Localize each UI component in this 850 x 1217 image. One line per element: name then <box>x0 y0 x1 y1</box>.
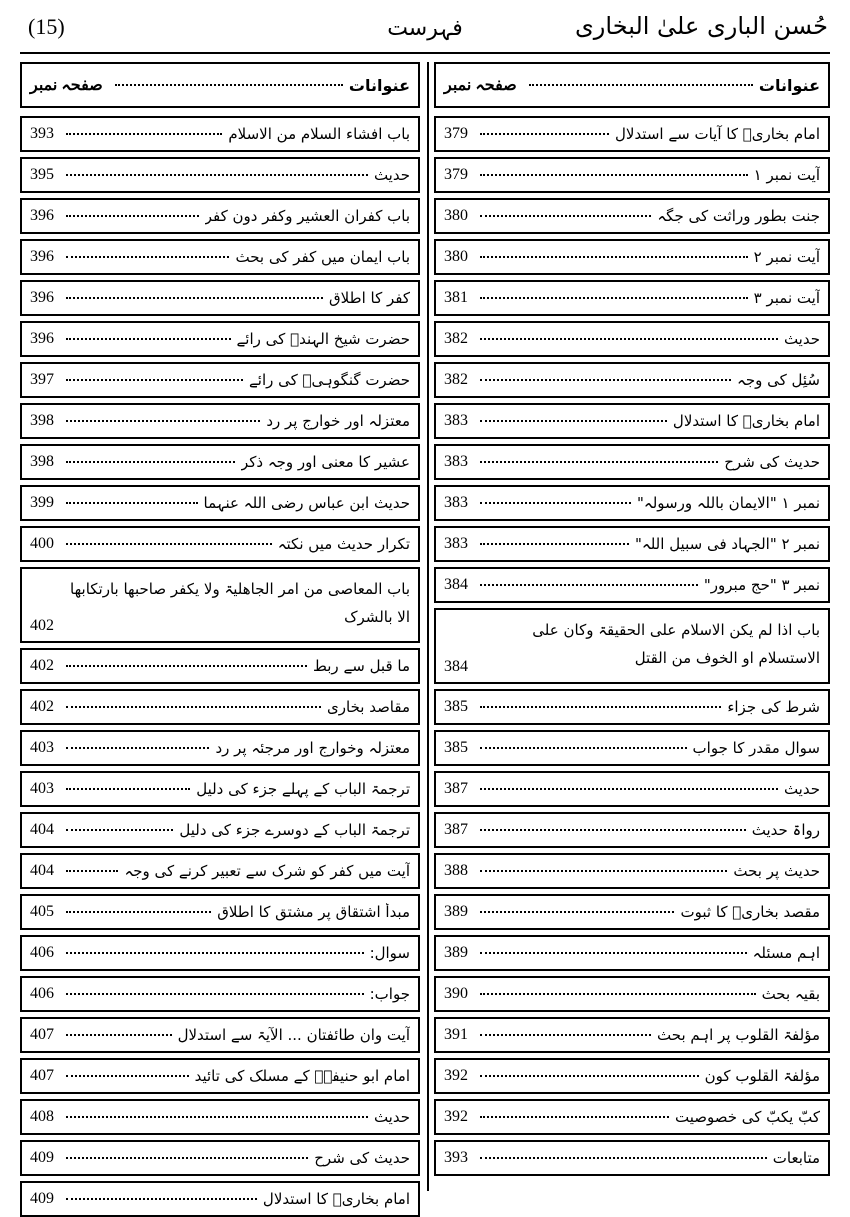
toc-entry-page: 393 <box>444 1149 468 1166</box>
toc-entry-page: 383 <box>444 494 468 511</box>
header-page: صفحہ نمبر <box>444 77 517 94</box>
toc-entry-page: 392 <box>444 1108 468 1125</box>
toc-entry <box>20 157 420 193</box>
toc-entry-title: امام بخاریؒ کا استدلال <box>262 1190 410 1208</box>
toc-entry <box>434 157 830 193</box>
toc-entry <box>20 853 420 889</box>
toc-entry-page: 385 <box>444 698 468 715</box>
toc-entry-title: حدیث کی شرح <box>314 1149 410 1167</box>
toc-entry <box>20 198 420 234</box>
dot-leader <box>480 297 748 299</box>
dot-leader <box>66 1034 172 1036</box>
toc-entry-title: حدیث <box>373 166 410 184</box>
toc-entry-page: 403 <box>30 780 54 797</box>
toc-left-column <box>20 62 420 1208</box>
toc-entry <box>20 116 420 152</box>
toc-entry-page: 387 <box>444 821 468 838</box>
toc-entry-page: 381 <box>444 289 468 306</box>
toc-entry-title: آیت نمبر ۳ <box>753 289 820 307</box>
toc-entry <box>20 485 420 521</box>
dot-leader <box>480 1034 651 1036</box>
toc-entry-page: 398 <box>30 412 54 429</box>
dot-leader <box>66 1116 368 1118</box>
toc-entry-page: 406 <box>30 985 54 1002</box>
dot-leader <box>66 829 173 831</box>
toc-entry <box>20 444 420 480</box>
toc-entry-title: آیت وان طائفتان ... الآیۃ سے استدلال <box>177 1026 410 1044</box>
toc-entry <box>20 771 420 807</box>
toc-entry <box>434 771 830 807</box>
dot-leader <box>66 133 222 135</box>
toc-entry-page: 382 <box>444 330 468 347</box>
toc-entry <box>434 853 830 889</box>
toc-entry-title: شرط کی جزاء <box>727 698 820 716</box>
toc-entry <box>434 1140 830 1176</box>
toc-entry <box>434 894 830 930</box>
dot-leader <box>480 993 756 995</box>
toc-entry <box>434 730 830 766</box>
dot-leader <box>66 174 368 176</box>
toc-entry-title: جنت بطور وراثت کی جگہ <box>657 207 820 225</box>
toc-entry-title: حدیث ابن عباس رضی اللہ عنہما <box>203 494 410 512</box>
toc-entry-page: 404 <box>30 862 54 879</box>
dot-leader <box>66 952 364 954</box>
toc-entry-title: حدیث <box>373 1108 410 1126</box>
toc-entry <box>20 894 420 930</box>
dot-leader <box>529 84 753 86</box>
toc-entry-title: رواۃ حدیث <box>751 821 820 839</box>
toc-entry-page: 392 <box>444 1067 468 1084</box>
dot-leader <box>480 133 609 135</box>
dot-leader <box>66 747 209 749</box>
toc-entry-title: حدیث <box>783 780 820 798</box>
toc-entry-title: آیت نمبر ۱ <box>753 166 820 184</box>
toc-entry <box>20 239 420 275</box>
toc-entry-title: باب المعاصی من امر الجاھلیۃ ولا یکفر صاحبھا بارتکابھا الا بالشرک <box>70 580 410 626</box>
header-topic: عنوانات <box>348 75 410 95</box>
toc-entry <box>434 976 830 1012</box>
toc-entry-page: 400 <box>30 535 54 552</box>
dot-leader <box>480 829 746 831</box>
dot-leader <box>480 215 651 217</box>
toc-entry-title: بقیہ بحث <box>761 985 820 1003</box>
toc-entry-title: کبّ یکبّ کی خصوصیت <box>674 1108 820 1126</box>
dot-leader <box>66 461 235 463</box>
dot-leader <box>480 420 667 422</box>
dot-leader <box>480 1075 699 1077</box>
dot-leader <box>480 379 731 381</box>
toc-entry <box>20 280 420 316</box>
toc-entry <box>20 321 420 357</box>
toc-entry-page: 409 <box>30 1149 54 1166</box>
dot-leader <box>480 174 748 176</box>
toc-entry-page: 403 <box>30 739 54 756</box>
toc-entry <box>20 526 420 562</box>
dot-leader <box>480 788 778 790</box>
toc-entry-page: 379 <box>444 166 468 183</box>
dot-leader <box>480 952 747 954</box>
dot-leader <box>480 747 687 749</box>
toc-entry <box>434 1058 830 1094</box>
dot-leader <box>480 338 778 340</box>
dot-leader <box>66 420 260 422</box>
dot-leader <box>66 256 229 258</box>
toc-entry-title: حدیث پر بحث <box>733 862 820 880</box>
dot-leader <box>480 1157 767 1159</box>
toc-entry-page: 396 <box>30 289 54 306</box>
toc-entry-page: 396 <box>30 248 54 265</box>
dot-leader <box>115 84 343 86</box>
toc-entry-page: 396 <box>30 330 54 347</box>
toc-entry <box>434 1017 830 1053</box>
toc-entry-title: معتزلہ وخوارج اور مرجئہ پر رد <box>215 739 410 757</box>
header-topic: عنوانات <box>758 75 820 95</box>
page-header <box>0 0 850 58</box>
dot-leader <box>66 1075 189 1077</box>
dot-leader <box>66 297 323 299</box>
toc-right-column <box>434 62 830 1191</box>
dot-leader <box>480 256 748 258</box>
toc-entry <box>20 935 420 971</box>
toc-entry-page: 391 <box>444 1026 468 1043</box>
toc-entry-page: 398 <box>30 453 54 470</box>
toc-entry <box>20 689 420 725</box>
dot-leader <box>66 911 211 913</box>
dot-leader <box>480 502 631 504</box>
dot-leader <box>66 993 364 995</box>
dot-leader <box>480 543 629 545</box>
dot-leader <box>66 543 272 545</box>
toc-entry-page: 384 <box>444 576 468 593</box>
toc-entry-title: عشیر کا معنی اور وجہ ذکر <box>240 453 410 471</box>
toc-entry <box>434 608 830 684</box>
toc-entry-title: مقصد بخاریؒ کا ثبوت <box>680 903 820 921</box>
toc-entry <box>20 976 420 1012</box>
toc-entry-title: امام بخاریؒ کا استدلال <box>672 412 820 430</box>
book-title: حُسن الباری علیٰ البخاری <box>575 12 828 40</box>
toc-entry <box>434 444 830 480</box>
dot-leader <box>480 1116 669 1118</box>
toc-entry <box>20 648 420 684</box>
table-header <box>434 62 830 108</box>
toc-entry <box>20 403 420 439</box>
toc-entry-page: 396 <box>30 207 54 224</box>
toc-entry-page: 399 <box>30 494 54 511</box>
dot-leader <box>480 911 674 913</box>
toc-entry-title: حدیث کی شرح <box>724 453 820 471</box>
table-header <box>20 62 420 108</box>
toc-entry <box>20 1140 420 1176</box>
toc-entry <box>434 280 830 316</box>
dot-leader <box>66 665 307 667</box>
toc-entry <box>20 1058 420 1094</box>
toc-entry-page: 388 <box>444 862 468 879</box>
toc-entry-page: 393 <box>30 125 54 142</box>
toc-entry-page: 382 <box>444 371 468 388</box>
toc-entry <box>20 1181 420 1217</box>
toc-entry-title: جواب: <box>369 985 410 1003</box>
toc-entry-title: ترجمۃ الباب کے دوسرے جزء کی دلیل <box>179 821 410 839</box>
toc-entry <box>434 403 830 439</box>
toc-entry-page: 383 <box>444 412 468 429</box>
toc-entry-title: سُئِل کی وجہ <box>737 371 820 389</box>
toc-entry-page: 404 <box>30 821 54 838</box>
toc-entry-title: باب ایمان میں کفر کی بحث <box>235 248 410 266</box>
toc-entry-title: مقاصد بخاری <box>327 698 410 716</box>
toc-entry-title: نمبر ۱ "الایمان باللہ ورسولہ" <box>637 494 820 512</box>
toc-entry-title: اہم مسئلہ <box>752 944 820 962</box>
toc-entry <box>434 1099 830 1135</box>
toc-entry <box>434 321 830 357</box>
dot-leader <box>66 788 190 790</box>
dot-leader <box>480 870 727 872</box>
toc-entry-page: 407 <box>30 1067 54 1084</box>
toc-entry-title: ترجمۃ الباب کے پہلے جزء کی دلیل <box>196 780 410 798</box>
toc-entry-title: آیت میں کفر کو شرک سے تعبیر کرنے کی وجہ <box>124 862 410 880</box>
toc-entry <box>434 526 830 562</box>
toc-entry-title: آیت نمبر ۲ <box>753 248 820 266</box>
toc-entry-page: 389 <box>444 903 468 920</box>
column-divider <box>427 62 429 1191</box>
dot-leader <box>480 706 721 708</box>
toc-entry <box>434 812 830 848</box>
toc-entry-page: 385 <box>444 739 468 756</box>
toc-entry-title: مبدأ اشتقاق پر مشتق کا اطلاق <box>217 903 410 921</box>
toc-entry-title: امام ابو حنیفہؒ کے مسلک کی تائید <box>194 1067 410 1085</box>
dot-leader <box>66 1157 308 1159</box>
toc-entry <box>434 362 830 398</box>
toc-entry <box>434 198 830 234</box>
toc-entry-page: 383 <box>444 453 468 470</box>
toc-entry-title: نمبر ۳ "حج مبرور" <box>703 576 820 594</box>
toc-entry-title: باب افشاء السلام من الاسلام <box>228 125 410 143</box>
toc-entry-page: 384 <box>444 658 468 675</box>
toc-entry <box>434 239 830 275</box>
toc-entry-title: مؤلفۃ القلوب کون <box>704 1067 820 1085</box>
section-title: فہرست <box>387 16 463 41</box>
toc-entry-title: مؤلفۃ القلوب پر اہم بحث <box>657 1026 820 1044</box>
toc-entry-page: 395 <box>30 166 54 183</box>
toc-entry-title: کفر کا اطلاق <box>329 289 410 307</box>
toc-entry-page: 408 <box>30 1108 54 1125</box>
dot-leader <box>480 584 698 586</box>
toc-entry-page: 402 <box>30 698 54 715</box>
toc-entry <box>20 1099 420 1135</box>
toc-entry-page: 409 <box>30 1190 54 1207</box>
toc-entry-title: معتزلہ اور خوارج پر رد <box>266 412 410 430</box>
toc-entry <box>434 567 830 603</box>
toc-entry-page: 387 <box>444 780 468 797</box>
toc-entry-title: ما قبل سے ربط <box>313 657 410 675</box>
toc-entry-title: باب اذا لم یکن الاسلام علی الحقیقۃ وکان علی الاستسلام او الخوف من القتل <box>532 621 820 667</box>
toc-entry-title: سوال مقدر کا جواب <box>692 739 820 757</box>
toc-entry <box>20 730 420 766</box>
toc-entry-page: 402 <box>30 617 54 634</box>
dot-leader <box>66 215 199 217</box>
toc-entry-title: حضرت شیخ الہندؒ کی رائے <box>236 330 410 348</box>
toc-entry-title: سوال: <box>369 944 410 962</box>
dot-leader <box>66 870 118 872</box>
header-rule <box>20 52 830 54</box>
toc-entry-page: 380 <box>444 207 468 224</box>
dot-leader <box>66 502 198 504</box>
toc-entry-title: متابعات <box>772 1149 820 1167</box>
toc-entry <box>434 485 830 521</box>
toc-entry <box>434 116 830 152</box>
toc-entry-page: 390 <box>444 985 468 1002</box>
dot-leader <box>66 1198 257 1200</box>
toc-entry-page: 380 <box>444 248 468 265</box>
toc-entry <box>434 689 830 725</box>
toc-entry <box>20 362 420 398</box>
dot-leader <box>66 379 243 381</box>
toc-entry-title: نمبر ۲ "الجہاد فی سبیل اللہ" <box>635 535 820 553</box>
toc-entry <box>20 567 420 643</box>
dot-leader <box>480 461 718 463</box>
toc-entry <box>20 1017 420 1053</box>
toc-entry-page: 406 <box>30 944 54 961</box>
toc-entry-title: تکرار حدیث میں نکتہ <box>277 535 410 553</box>
toc-entry-title: حضرت گنگوہیؒ کی رائے <box>249 371 410 389</box>
header-page: صفحہ نمبر <box>30 77 103 94</box>
toc-entry-page: 402 <box>30 657 54 674</box>
toc-entry-title: حدیث <box>783 330 820 348</box>
toc-entry-page: 405 <box>30 903 54 920</box>
page-number: (15) <box>28 14 65 39</box>
toc-entry-page: 389 <box>444 944 468 961</box>
toc-entry-title: باب کفران العشیر وکفر دون کفر <box>204 207 410 225</box>
toc-entry <box>20 812 420 848</box>
dot-leader <box>66 338 231 340</box>
toc-entry-page: 407 <box>30 1026 54 1043</box>
toc-entry-page: 379 <box>444 125 468 142</box>
toc-entry <box>434 935 830 971</box>
toc-entry-page: 397 <box>30 371 54 388</box>
toc-entry-page: 383 <box>444 535 468 552</box>
toc-entry-title: امام بخاریؒ کا آیات سے استدلال <box>614 125 820 143</box>
dot-leader <box>66 706 321 708</box>
